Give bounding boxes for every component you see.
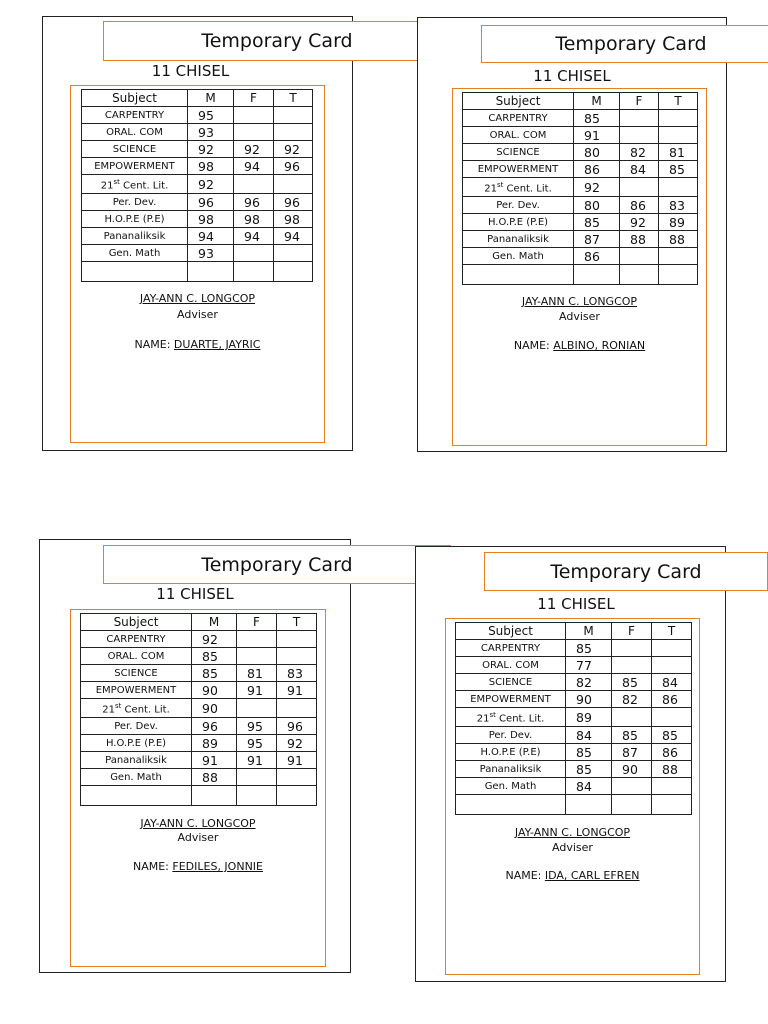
table-row [456,744,692,761]
grade-cell [620,110,659,127]
table-row [82,175,313,194]
grade-cell: 94 [188,228,234,245]
card-3-adviser-name: JAY-ANN C. LONGCOP [140,817,256,830]
grade-cell: 89 [192,735,237,752]
card-1-name-value: DUARTE, JAYRIC [173,338,261,351]
table-row [82,158,313,175]
grade-cell: 92 [234,141,274,158]
column-header: Subject [463,93,574,110]
card-2-section: 11 CHISEL [533,67,611,85]
card-4-name-value: IDA, CARL EFREN [544,869,640,882]
grade-cell: 85 [574,110,620,127]
grade-cell: 89 [659,214,698,231]
card-3-section: 11 CHISEL [156,585,234,603]
grade-cell: 82 [620,144,659,161]
subject-cell: CARPENTRY [463,110,574,127]
grade-cell: 84 [620,161,659,178]
grade-cell: 95 [237,718,277,735]
grade-cell [237,699,277,718]
empty-cell [81,786,192,806]
subject-cell: Pananaliksik [456,761,566,778]
table-header-row [81,614,317,631]
empty-cell [652,795,692,815]
grade-cell: 87 [612,744,652,761]
column-header: M [192,614,237,631]
column-header: T [652,623,692,640]
subject-cell: Gen. Math [81,769,192,786]
card-3-student-name [70,860,326,873]
empty-cell [274,262,313,282]
column-header: Subject [82,90,188,107]
subject-cell: H.O.P.E (P.E) [82,211,188,228]
grade-cell: 90 [192,699,237,718]
grade-cell: 82 [612,691,652,708]
grade-cell [620,178,659,197]
grade-cell: 89 [566,708,612,727]
grade-cell: 86 [620,197,659,214]
table-row [456,778,692,795]
table-row [463,214,698,231]
card-3-adviser-role: Adviser [177,831,219,844]
table-row [456,727,692,744]
table-header-row [82,90,313,107]
table-row [81,769,317,786]
grade-cell [612,640,652,657]
grade-cell: 91 [277,752,317,769]
grade-cell [274,107,313,124]
grade-cell [237,769,277,786]
subject-cell: ORAL. COM [82,124,188,141]
table-row [463,248,698,265]
blank-row [463,265,698,285]
grade-cell [274,124,313,141]
grade-cell: 90 [612,761,652,778]
grade-cell: 90 [192,682,237,699]
table-row [81,682,317,699]
grade-cell: 86 [574,248,620,265]
grade-cell [659,248,698,265]
table-row [81,735,317,752]
table-row [81,699,317,718]
grade-cell: 90 [566,691,612,708]
subject-cell: Gen. Math [82,245,188,262]
grade-cell: 81 [659,144,698,161]
column-header: M [188,90,234,107]
grade-cell: 96 [192,718,237,735]
column-header: M [566,623,612,640]
grade-cell [277,769,317,786]
grade-cell [234,107,274,124]
card-2-title: Temporary Card [481,25,768,63]
grade-cell: 92 [192,631,237,648]
column-header: Subject [456,623,566,640]
grade-cell: 84 [566,727,612,744]
empty-cell [192,786,237,806]
card-2-adviser-name: JAY-ANN C. LONGCOP [521,295,638,308]
table-row [81,752,317,769]
grade-cell: 96 [274,194,313,211]
blank-row [82,262,313,282]
subject-cell: SCIENCE [81,665,192,682]
grade-cell: 88 [192,769,237,786]
card-4-adviser-role: Adviser [552,841,593,854]
card-4-grades-table [455,622,692,815]
table-row [456,657,692,674]
empty-cell [612,795,652,815]
card-3-name-label: NAME: [132,860,169,873]
subject-cell: Pananaliksik [463,231,574,248]
grade-cell [277,699,317,718]
grade-cell: 96 [188,194,234,211]
grade-cell: 83 [277,665,317,682]
table-row [463,161,698,178]
table-row [456,674,692,691]
grade-cell [234,245,274,262]
grade-cell: 93 [188,124,234,141]
column-header: M [574,93,620,110]
table-row [81,648,317,665]
card-4-name-label: NAME: [505,869,542,882]
grade-cell: 85 [574,214,620,231]
grade-cell: 92 [188,141,234,158]
empty-cell [463,265,574,285]
card-2-grades-table [462,92,698,285]
table-row [82,124,313,141]
grade-cell: 92 [274,141,313,158]
subject-cell: 21st Cent. Lit. [82,175,188,194]
subject-cell: CARPENTRY [456,640,566,657]
subject-cell: Per. Dev. [81,718,192,735]
grade-cell: 85 [566,744,612,761]
grade-cell [652,657,692,674]
empty-cell [566,795,612,815]
empty-cell [659,265,698,285]
grade-cell: 94 [234,158,274,175]
subject-cell: 21st Cent. Lit. [81,699,192,718]
subject-cell: Per. Dev. [82,194,188,211]
subject-cell: ORAL. COM [81,648,192,665]
grade-cell: 80 [574,197,620,214]
grade-cell: 93 [188,245,234,262]
grade-cell [652,640,692,657]
card-3-name-value: FEDILES, JONNIE [172,860,263,873]
table-row [81,718,317,735]
grade-cell: 87 [574,231,620,248]
grade-cell: 85 [652,727,692,744]
subject-cell: Per. Dev. [463,197,574,214]
empty-cell [188,262,234,282]
grade-cell: 82 [566,674,612,691]
empty-cell [237,786,277,806]
table-header-row [463,93,698,110]
subject-cell: H.O.P.E (P.E) [456,744,566,761]
grade-cell: 80 [574,144,620,161]
grade-cell: 92 [574,178,620,197]
empty-cell [82,262,188,282]
grade-cell: 98 [274,211,313,228]
grade-cell [274,175,313,194]
grade-cell: 86 [652,744,692,761]
grade-cell: 88 [659,231,698,248]
table-row [463,144,698,161]
card-1-student-name [70,338,325,351]
grade-cell: 85 [612,727,652,744]
grade-cell [612,778,652,795]
subject-cell: EMPOWERMENT [456,691,566,708]
grade-cell: 85 [659,161,698,178]
grade-cell: 91 [574,127,620,144]
subject-cell: H.O.P.E (P.E) [463,214,574,231]
grade-cell [620,248,659,265]
blank-row [456,795,692,815]
subject-cell: EMPOWERMENT [463,161,574,178]
grade-cell: 85 [192,648,237,665]
card-1-title: Temporary Card [103,21,451,61]
table-row [82,228,313,245]
grade-cell [277,648,317,665]
card-4-title: Temporary Card [484,552,768,591]
subject-cell: Gen. Math [456,778,566,795]
subject-cell: Pananaliksik [81,752,192,769]
column-header: T [277,614,317,631]
subject-cell: SCIENCE [82,141,188,158]
grade-cell: 91 [237,752,277,769]
table-row [82,194,313,211]
table-row [81,631,317,648]
grade-cell: 95 [237,735,277,752]
grade-cell [274,245,313,262]
card-4-adviser-name: JAY-ANN C. LONGCOP [514,826,631,839]
grade-cell: 85 [566,761,612,778]
table-row [463,197,698,214]
grade-cell: 92 [620,214,659,231]
grade-cell: 98 [188,158,234,175]
grade-cell: 94 [234,228,274,245]
subject-cell: Per. Dev. [456,727,566,744]
empty-cell [620,265,659,285]
grade-cell [659,178,698,197]
grade-cell: 85 [612,674,652,691]
grade-cell: 88 [620,231,659,248]
card-1-name-label: NAME: [134,338,171,351]
table-row [456,640,692,657]
grade-cell: 88 [652,761,692,778]
subject-cell: SCIENCE [463,144,574,161]
table-row [463,178,698,197]
grade-cell [234,175,274,194]
column-header: Subject [81,614,192,631]
card-2-name-value: ALBINO, RONIAN [553,339,646,352]
grade-cell [612,657,652,674]
grade-cell [620,127,659,144]
subject-cell: 21st Cent. Lit. [456,708,566,727]
subject-cell: ORAL. COM [456,657,566,674]
empty-cell [574,265,620,285]
card-1-adviser-name: JAY-ANN C. LONGCOP [139,292,256,305]
subject-cell: ORAL. COM [463,127,574,144]
grade-cell: 91 [277,682,317,699]
card-2-name-label: NAME: [513,339,550,352]
table-header-row [456,623,692,640]
table-row [456,708,692,727]
subject-cell: CARPENTRY [82,107,188,124]
table-row [82,211,313,228]
table-row [81,665,317,682]
grade-cell [659,127,698,144]
card-1-section: 11 CHISEL [151,62,230,80]
grade-cell: 84 [566,778,612,795]
grade-cell: 77 [566,657,612,674]
column-header: F [237,614,277,631]
subject-cell: Pananaliksik [82,228,188,245]
grade-cell: 94 [274,228,313,245]
grade-cell [652,708,692,727]
card-4-section: 11 CHISEL [537,595,615,613]
column-header: F [612,623,652,640]
card-1-grades-table [81,89,313,282]
grade-cell: 84 [652,674,692,691]
grade-cell: 83 [659,197,698,214]
grade-cell [612,708,652,727]
table-row [456,761,692,778]
subject-cell: H.O.P.E (P.E) [81,735,192,752]
subject-cell: SCIENCE [456,674,566,691]
table-row [463,127,698,144]
column-header: F [620,93,659,110]
table-row [463,231,698,248]
card-3-grades-table [80,613,317,806]
grade-cell [237,631,277,648]
grade-cell: 96 [277,718,317,735]
blank-row [81,786,317,806]
subject-cell: Gen. Math [463,248,574,265]
grade-cell: 92 [277,735,317,752]
card-1-adviser-role: Adviser [177,308,218,321]
table-row [456,691,692,708]
grade-cell: 96 [234,194,274,211]
grade-cell: 95 [188,107,234,124]
subject-cell: CARPENTRY [81,631,192,648]
grade-cell: 98 [188,211,234,228]
grade-cell: 96 [274,158,313,175]
subject-cell: EMPOWERMENT [82,158,188,175]
grade-cell: 86 [652,691,692,708]
card-2-adviser-role: Adviser [559,310,600,323]
subject-cell: EMPOWERMENT [81,682,192,699]
card-3-title: Temporary Card [103,545,451,584]
table-row [463,110,698,127]
empty-cell [277,786,317,806]
grade-cell: 92 [188,175,234,194]
table-row [82,107,313,124]
grade-cell [652,778,692,795]
table-row [82,141,313,158]
column-header: T [274,90,313,107]
grade-cell: 81 [237,665,277,682]
grade-cell [659,110,698,127]
grade-cell [277,631,317,648]
empty-cell [456,795,566,815]
column-header: T [659,93,698,110]
grade-cell [234,124,274,141]
grade-cell: 98 [234,211,274,228]
subject-cell: 21st Cent. Lit. [463,178,574,197]
grade-cell: 85 [192,665,237,682]
column-header: F [234,90,274,107]
grade-cell: 86 [574,161,620,178]
table-row [82,245,313,262]
card-2-student-name [452,339,707,352]
grade-cell [237,648,277,665]
grade-cell: 91 [237,682,277,699]
empty-cell [234,262,274,282]
grade-cell: 91 [192,752,237,769]
grade-cell: 85 [566,640,612,657]
card-4-student-name [445,869,700,882]
